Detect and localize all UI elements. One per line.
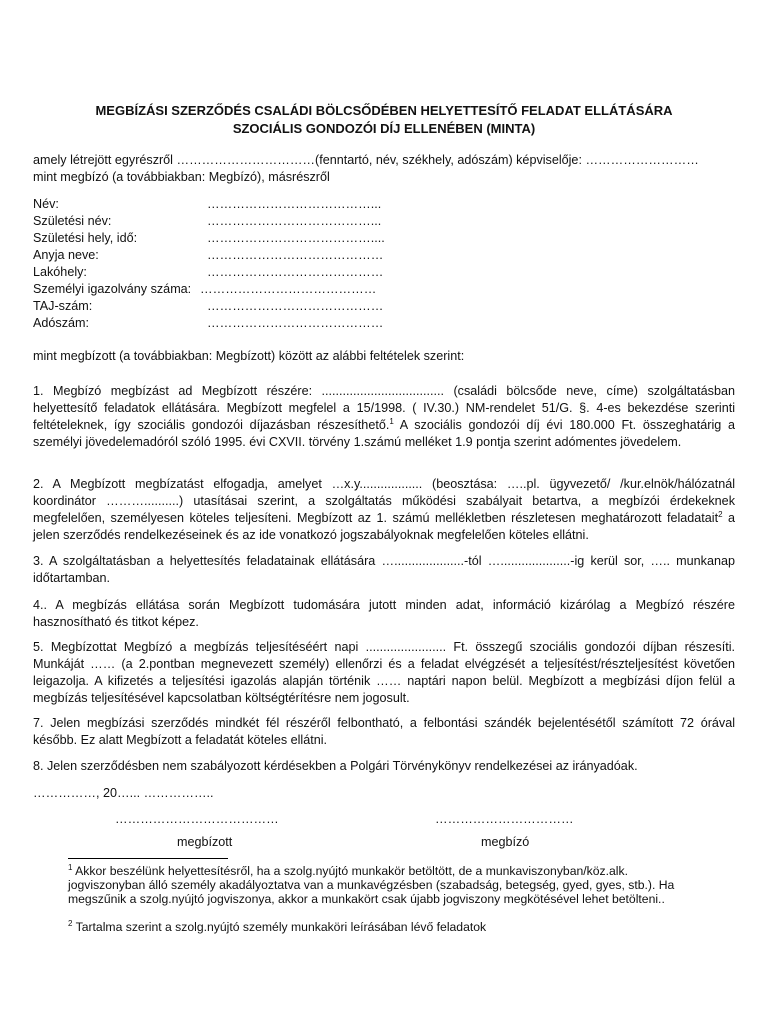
clause-3: 3. A szolgáltatásban a helyettesítés feladatainak ellátására …....................-tól …....................-ig kerül sor, ….. munkanap időtartamban. xyxy=(33,554,735,585)
signature-line-principal: …………………………… xyxy=(435,812,574,826)
footnote-2 xyxy=(68,920,708,934)
intro-line-1: amely létrejött egyrészről ……………………………(fenntartó, név, székhely, adószám) képviselője: ……………………… xyxy=(33,153,699,167)
footnote-1-text: Akkor beszélünk helyettesítésről, ha a szolg.nyújtó munkakör betöltött, de a munkaviszonyban/köz.alk. jogviszonyban álló személy akadályoztatva van a munkavégzésben (szabadság, betegség, gyed, gyes, stb.). Ha megszűnik a szolg.nyújtó jogviszonya, akkor a munkakört csak újabb jogviszony megkötésével lehet betölteni.. xyxy=(68,864,675,906)
field-value-id-card-number: …………………………………… xyxy=(200,282,377,296)
clause-7: 7. Jelen megbízási szerződés mindkét fél részéről felbontható, a felbontási szándék bejelentésétől számított 72 órával később. Ez alatt Megbízott a feladatát köteles ellátni. xyxy=(33,716,735,747)
mandatary-line: mint megbízott (a továbbiakban: Megbízott) között az alábbi feltételek szerint: xyxy=(33,349,465,363)
field-label-taj-number: TAJ-szám: xyxy=(33,299,93,313)
clause-5: 5. Megbízottat Megbízó a megbízás teljesítéséért napi ....................... Ft. összegű szociális gondozói díjban részesíti. Munkáját …… (a 2.pontban megnevezett személy) ellenőrzi és a feladat elvégzését a teljesítést/részteljesítést követően leigazolja. A kifizetés a teljesítési igazolás alapján történik …… naptári napon belül. Megbízott a megbízási díjon felül a megbízás teljesítésével kapcsolatban költségtérítésre nem jogosult. xyxy=(33,640,735,705)
document-title-line-1: MEGBÍZÁSI SZERZŐDÉS CSALÁDI BÖLCSŐDÉBEN HELYETTESÍTŐ FELADAT ELLÁTÁSÁRA xyxy=(95,103,673,118)
field-label-name: Név: xyxy=(33,197,59,211)
date-line: ……………, 20…... …………….. xyxy=(33,786,214,800)
footnote-ref-2: 2 xyxy=(718,509,723,519)
field-label-birth-name: Születési név: xyxy=(33,214,112,228)
field-value-mother-name: …………………………………… xyxy=(207,248,384,262)
clause-1 xyxy=(33,383,735,451)
field-value-name: …………………………………... xyxy=(207,197,382,211)
field-value-tax-number: …………………………………… xyxy=(207,316,384,330)
signature-label-mandatary: megbízott xyxy=(177,835,233,849)
field-label-tax-number: Adószám: xyxy=(33,316,89,330)
clause-2 xyxy=(33,476,735,544)
field-value-residence: …………………………………… xyxy=(207,265,384,279)
signature-line-mandatary: ………………………………… xyxy=(115,812,279,826)
footnote-separator xyxy=(68,858,228,859)
field-label-residence: Lakóhely: xyxy=(33,265,87,279)
footnote-1-mark: 1 xyxy=(68,862,73,872)
clause-8: 8. Jelen szerződésben nem szabályozott kérdésekben a Polgári Törvénykönyv rendelkezései az irányadóak. xyxy=(33,759,638,773)
clause-1-text-b: A szociális gondozói díj évi 180.000 Ft. összeghatárig a személyi jövedelemadóról szóló 1995. évi CXVII. törvény 1.számú melléket 1.9 pontja szerint adómentes jövedelem. xyxy=(33,418,735,449)
field-value-birth-place-date: ………………………………….... xyxy=(207,231,385,245)
field-label-mother-name: Anyja neve: xyxy=(33,248,99,262)
intro-line-2: mint megbízó (a továbbiakban: Megbízó), másrészről xyxy=(33,170,330,184)
field-value-birth-name: …………………………………... xyxy=(207,214,382,228)
clause-2-text-b: a jelen szerződés rendelkezéseinek és az ide vonatkozó jogszabályoknak megfelelően köteles ellátni. xyxy=(33,511,735,542)
clause-1-text-a: 1. Megbízó megbízást ad Megbízott részére: ................................... (családi bölcsőde neve, címe) szolgáltatásban helyettesítő feladatok ellátására. Megbízott megfelel a 15/1998. ( IV.30.) NM-rendelet 51/G. §. 4-es bekezdése szerinti feltételeknek, így szociális gondozói díjazásban részesíthető. xyxy=(33,384,735,432)
footnote-2-mark: 2 xyxy=(68,918,73,928)
clause-2-text-a: 2. A Megbízott megbízatást elfogadja, amelyet …x.y.................. (beosztása: …..pl. ügyvezető/ /kur.elnök/hálózatnál koordinátor ………..........) utasításai szerint, a szolgáltatás működési szabályait betartva, a megbízói érdekeknek megfelelően, személyesen köteles teljesíteni. Megbízott az 1. számú mellékletben részletesen meghatározott feladatait xyxy=(33,477,735,525)
footnote-ref-1: 1 xyxy=(389,416,394,426)
field-label-id-card-number: Személyi igazolvány száma: xyxy=(33,282,192,296)
clause-4: 4.. A megbízás ellátása során Megbízott tudomására jutott minden adat, információ kizárólag a Megbízó részére hasznosítható és titkot képez. xyxy=(33,598,735,629)
footnote-2-text: Tartalma szerint a szolg.nyújtó személy munkaköri leírásában lévő feladatok xyxy=(72,920,487,934)
field-value-taj-number: …………………………………… xyxy=(207,299,384,313)
document-title-line-2: SZOCIÁLIS GONDOZÓI DÍJ ELLENÉBEN (MINTA) xyxy=(232,121,536,136)
signature-label-principal: megbízó xyxy=(481,835,530,849)
field-label-birth-place-date: Születési hely, idő: xyxy=(33,231,138,245)
footnote-1 xyxy=(68,864,708,906)
